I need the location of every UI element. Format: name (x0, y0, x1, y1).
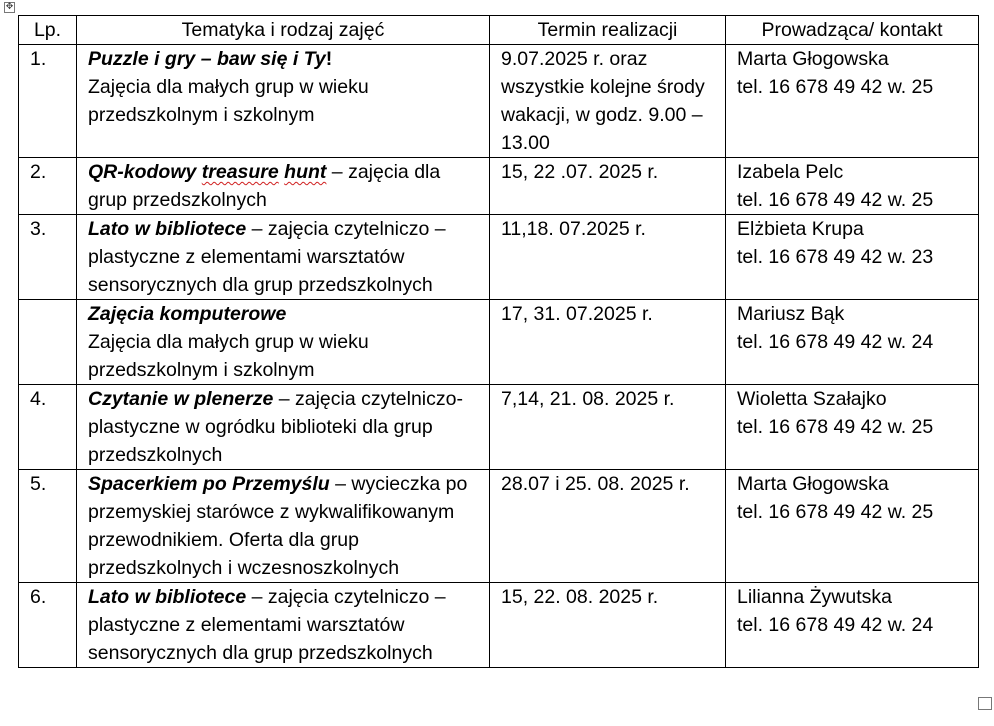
row-topic (77, 45, 490, 158)
row-topic (77, 385, 490, 470)
row-number: 2. (19, 158, 77, 215)
row-contact (726, 215, 979, 300)
row-contact (726, 470, 979, 583)
table-move-handle-icon[interactable]: ✥ (5, 2, 14, 12)
row-number (19, 300, 77, 385)
contact-name: Marta Głogowska (737, 48, 889, 70)
row-description: – zajęcia dla grup przedszkolnych (88, 161, 441, 211)
row-description: Zajęcia dla małych grup w wieku przedszkolnym i szkolnym (88, 76, 369, 126)
table-row (19, 470, 979, 583)
row-term: 15, 22. 08. 2025 r. (490, 583, 726, 668)
row-topic (77, 158, 490, 215)
row-term: 7,14, 21. 08. 2025 r. (490, 385, 726, 470)
row-title: Czytanie w plenerze (88, 388, 274, 410)
row-description: Zajęcia dla małych grup w wieku przedszkolnym i szkolnym (88, 331, 369, 381)
table-row (19, 158, 979, 215)
contact-name: Wioletta Szałajko (737, 388, 887, 410)
header-lp: Lp. (19, 16, 77, 45)
contact-name: Marta Głogowska (737, 473, 889, 495)
row-topic (77, 470, 490, 583)
row-description: – zajęcia czytelniczo- plastyczne w ogródku biblioteki dla grup przedszkolnych (88, 388, 463, 466)
row-title-part-misspelled: treasure (201, 161, 279, 183)
row-number: 5. (19, 470, 77, 583)
header-contact: Prowadząca/ kontakt (726, 16, 979, 45)
table-row (19, 45, 979, 158)
row-number: 6. (19, 583, 77, 668)
schedule-table (18, 15, 979, 668)
contact-phone: tel. 16 678 49 42 w. 25 (737, 501, 934, 523)
row-number: 1. (19, 45, 77, 158)
row-title: Zajęcia komputerowe (88, 303, 287, 325)
row-contact (726, 385, 979, 470)
row-title: Puzzle i gry – baw się i Ty (88, 48, 326, 70)
contact-phone: tel. 16 678 49 42 w. 24 (737, 614, 934, 636)
row-contact (726, 158, 979, 215)
contact-phone: tel. 16 678 49 42 w. 25 (737, 76, 934, 98)
row-description: – zajęcia czytelniczo – plastyczne z elementami warsztatów sensorycznych dla grup przedszkolnych (88, 218, 446, 296)
contact-phone: tel. 16 678 49 42 w. 25 (737, 189, 934, 211)
row-title: Lato w bibliotece (88, 218, 247, 240)
row-term: 9.07.2025 r. oraz wszystkie kolejne środy wakacji, w godz. 9.00 – 13.00 (490, 45, 726, 158)
row-topic (77, 583, 490, 668)
row-topic (77, 215, 490, 300)
contact-phone: tel. 16 678 49 42 w. 24 (737, 331, 934, 353)
header-topic: Tematyka i rodzaj zajęć (77, 16, 490, 45)
header-term: Termin realizacji (490, 16, 726, 45)
row-title: Lato w bibliotece (88, 586, 247, 608)
table-row (19, 215, 979, 300)
row-topic (77, 300, 490, 385)
row-title: Spacerkiem po Przemyślu (88, 473, 330, 495)
contact-name: Lilianna Żywutska (737, 586, 892, 608)
row-title-part: QR-kodowy (88, 161, 202, 183)
contact-name: Elżbieta Krupa (737, 218, 864, 240)
table-row (19, 385, 979, 470)
row-term: 11,18. 07.2025 r. (490, 215, 726, 300)
row-description: – wycieczka po przemyskiej starówce z wykwalifikowanym przewodnikiem. Oferta dla grup przedszkolnych i wczesnoszkolnych (88, 473, 468, 579)
contact-name: Izabela Pelc (737, 161, 844, 183)
row-contact (726, 583, 979, 668)
contact-name: Mariusz Bąk (737, 303, 845, 325)
row-title-suffix: ! (325, 48, 333, 70)
table-header-row (19, 16, 979, 45)
table-row (19, 300, 979, 385)
row-title-part-misspelled: hunt (284, 161, 327, 183)
row-number: 3. (19, 215, 77, 300)
row-term: 15, 22 .07. 2025 r. (490, 158, 726, 215)
row-contact (726, 300, 979, 385)
row-description: – zajęcia czytelniczo – plastyczne z elementami warsztatów sensorycznych dla grup przedszkolnych (88, 586, 446, 664)
contact-phone: tel. 16 678 49 42 w. 23 (737, 246, 934, 268)
row-contact (726, 45, 979, 158)
row-term: 28.07 i 25. 08. 2025 r. (490, 470, 726, 583)
row-number: 4. (19, 385, 77, 470)
table-row (19, 583, 979, 668)
contact-phone: tel. 16 678 49 42 w. 25 (737, 416, 934, 438)
table-resize-handle-icon[interactable] (978, 697, 992, 710)
row-term: 17, 31. 07.2025 r. (490, 300, 726, 385)
